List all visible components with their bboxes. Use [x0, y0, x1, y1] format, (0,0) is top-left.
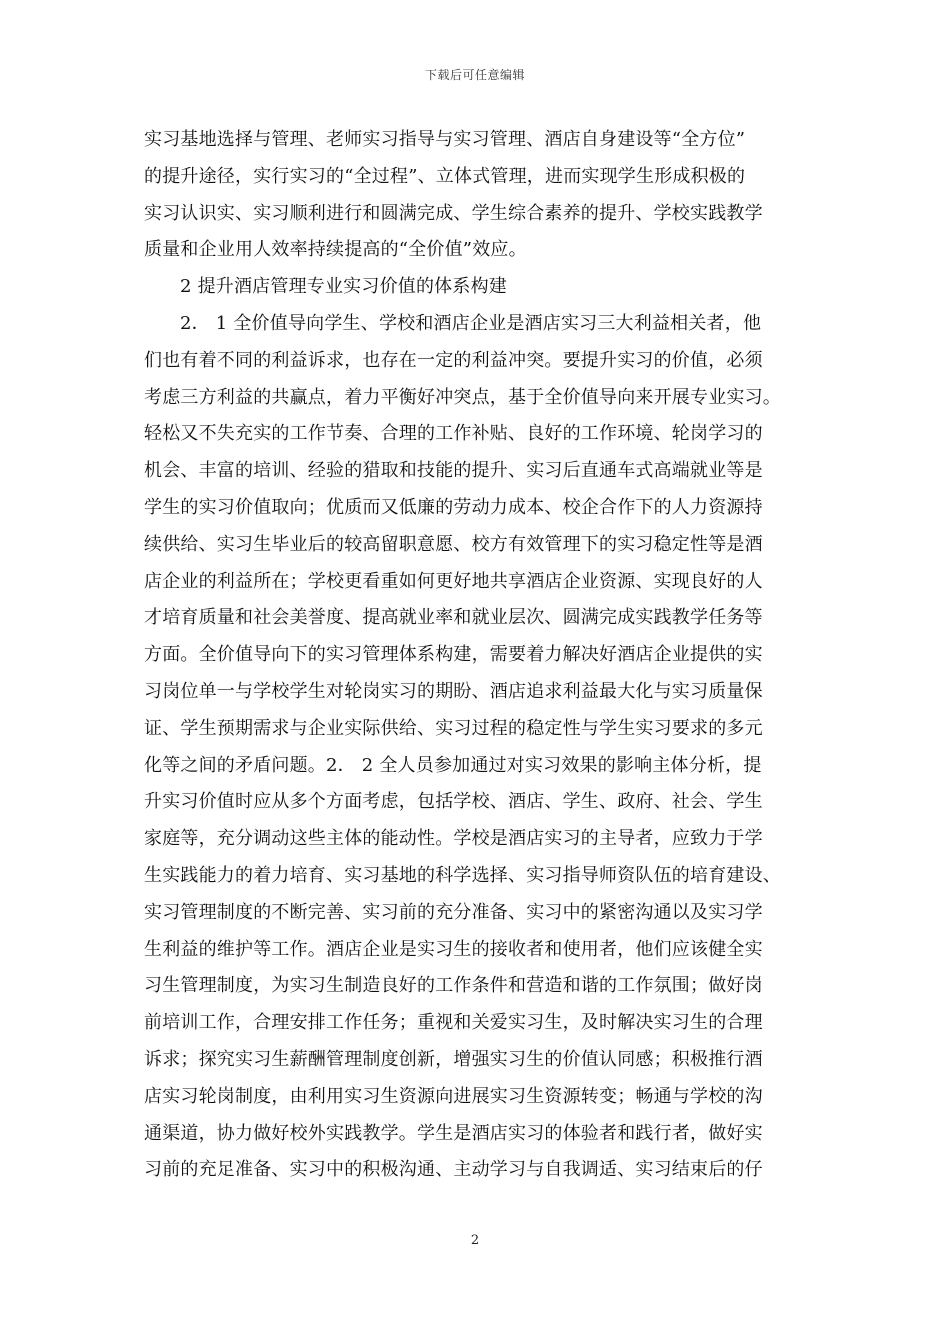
body-line: 考虑三方利益的共赢点，着力平衡好冲突点，基于全价值导向来开展专业实习。	[144, 386, 781, 408]
body-line: 实习基地选择与管理、老师实习指导与实习管理、酒店自身建设等“全方位”	[144, 129, 746, 150]
body-line: 们也有着不同的利益诉求，也存在一定的利益冲突。要提升实习的价值，必须	[144, 349, 763, 371]
body-line: 质量和企业用人效率持续提高的“全价值”效应。	[144, 239, 527, 261]
body-line: 习生管理制度，为实习生制造良好的工作条件和营造和谐的工作氛围；做好岗	[144, 975, 763, 997]
body-line: 化等之间的矛盾问题。2． 2 全人员参加通过对实习效果的影响主体分析，提	[144, 754, 762, 776]
body-line: 方面。全价值导向下的实习管理体系构建，需要着力解决好酒店企业提供的实	[144, 644, 763, 666]
body-line: 的提升途径，实行实习的“全过程”、立体式管理，进而实现学生形成积极的	[144, 165, 746, 187]
body-line: 机会、丰富的培训、经验的猎取和技能的提升、实习后直通车式高端就业等是	[144, 460, 763, 482]
page-header: 下载后可任意编辑	[424, 68, 525, 82]
body-line: 店企业的利益所在；学校更看重如何更好地共享酒店企业资源、实现良好的人	[144, 570, 763, 592]
body-line: 前培训工作，合理安排工作任务；重视和关爱实习生，及时解决实习生的合理	[144, 1012, 763, 1034]
body-line: 2． 1 全价值导向学生、学校和酒店企业是酒店实习三大利益相关者，他	[180, 312, 762, 334]
body-line: 习岗位单一与学校学生对轮岗实习的期盼、酒店追求利益最大化与实习质量保	[144, 680, 763, 702]
body-line: 实习管理制度的不断完善、实习前的充分准备、实习中的紧密沟通以及实习学	[144, 901, 763, 923]
body-line: 证、学生预期需求与企业实际供给、实习过程的稳定性与学生实习要求的多元	[144, 717, 763, 739]
body-line: 实习认识实、实习顺利进行和圆满完成、学生综合素养的提升、学校实践教学	[144, 202, 763, 224]
body-line: 习前的充足准备、实习中的积极沟通、主动学习与自我调适、实习结束后的仔	[144, 1159, 763, 1181]
body-line: 升实习价值时应从多个方面考虑，包括学校、酒店、学生、政府、社会、学生	[144, 791, 763, 813]
body-line: 家庭等，充分调动这些主体的能动性。学校是酒店实习的主导者，应致力于学	[144, 828, 763, 850]
body-line: 轻松又不失充实的工作节奏、合理的工作补贴、良好的工作环境、轮岗学习的	[144, 423, 763, 445]
body-line: 生实践能力的着力培育、实习基地的科学选择、实习指导师资队伍的培育建设、	[144, 864, 781, 886]
body-line: 诉求；探究实习生薪酬管理制度创新，增强实习生的价值认同感；积极推行酒	[144, 1048, 763, 1070]
body-line: 通渠道，协力做好校外实践教学。学生是酒店实习的体验者和践行者，做好实	[144, 1122, 763, 1144]
body-line: 续供给、实习生毕业后的较高留职意愿、校方有效管理下的实习稳定性等是酒	[144, 533, 763, 555]
body-line: 店实习轮岗制度，由利用实习生资源向进展实习生资源转变；畅通与学校的沟	[144, 1085, 763, 1107]
document-body	[144, 122, 814, 1189]
body-line: 生利益的维护等工作。酒店企业是实习生的接收者和使用者，他们应该健全实	[144, 938, 763, 960]
body-line: 学生的实习价值取向；优质而又低廉的劳动力成本、校企合作下的人力资源持	[144, 496, 763, 518]
section-heading: 2 提升酒店管理专业实习价值的体系构建	[180, 276, 507, 298]
body-line: 才培育质量和社会美誉度、提高就业率和就业层次、圆满完成实践教学任务等	[144, 607, 763, 629]
page-number: 2	[470, 1233, 480, 1248]
